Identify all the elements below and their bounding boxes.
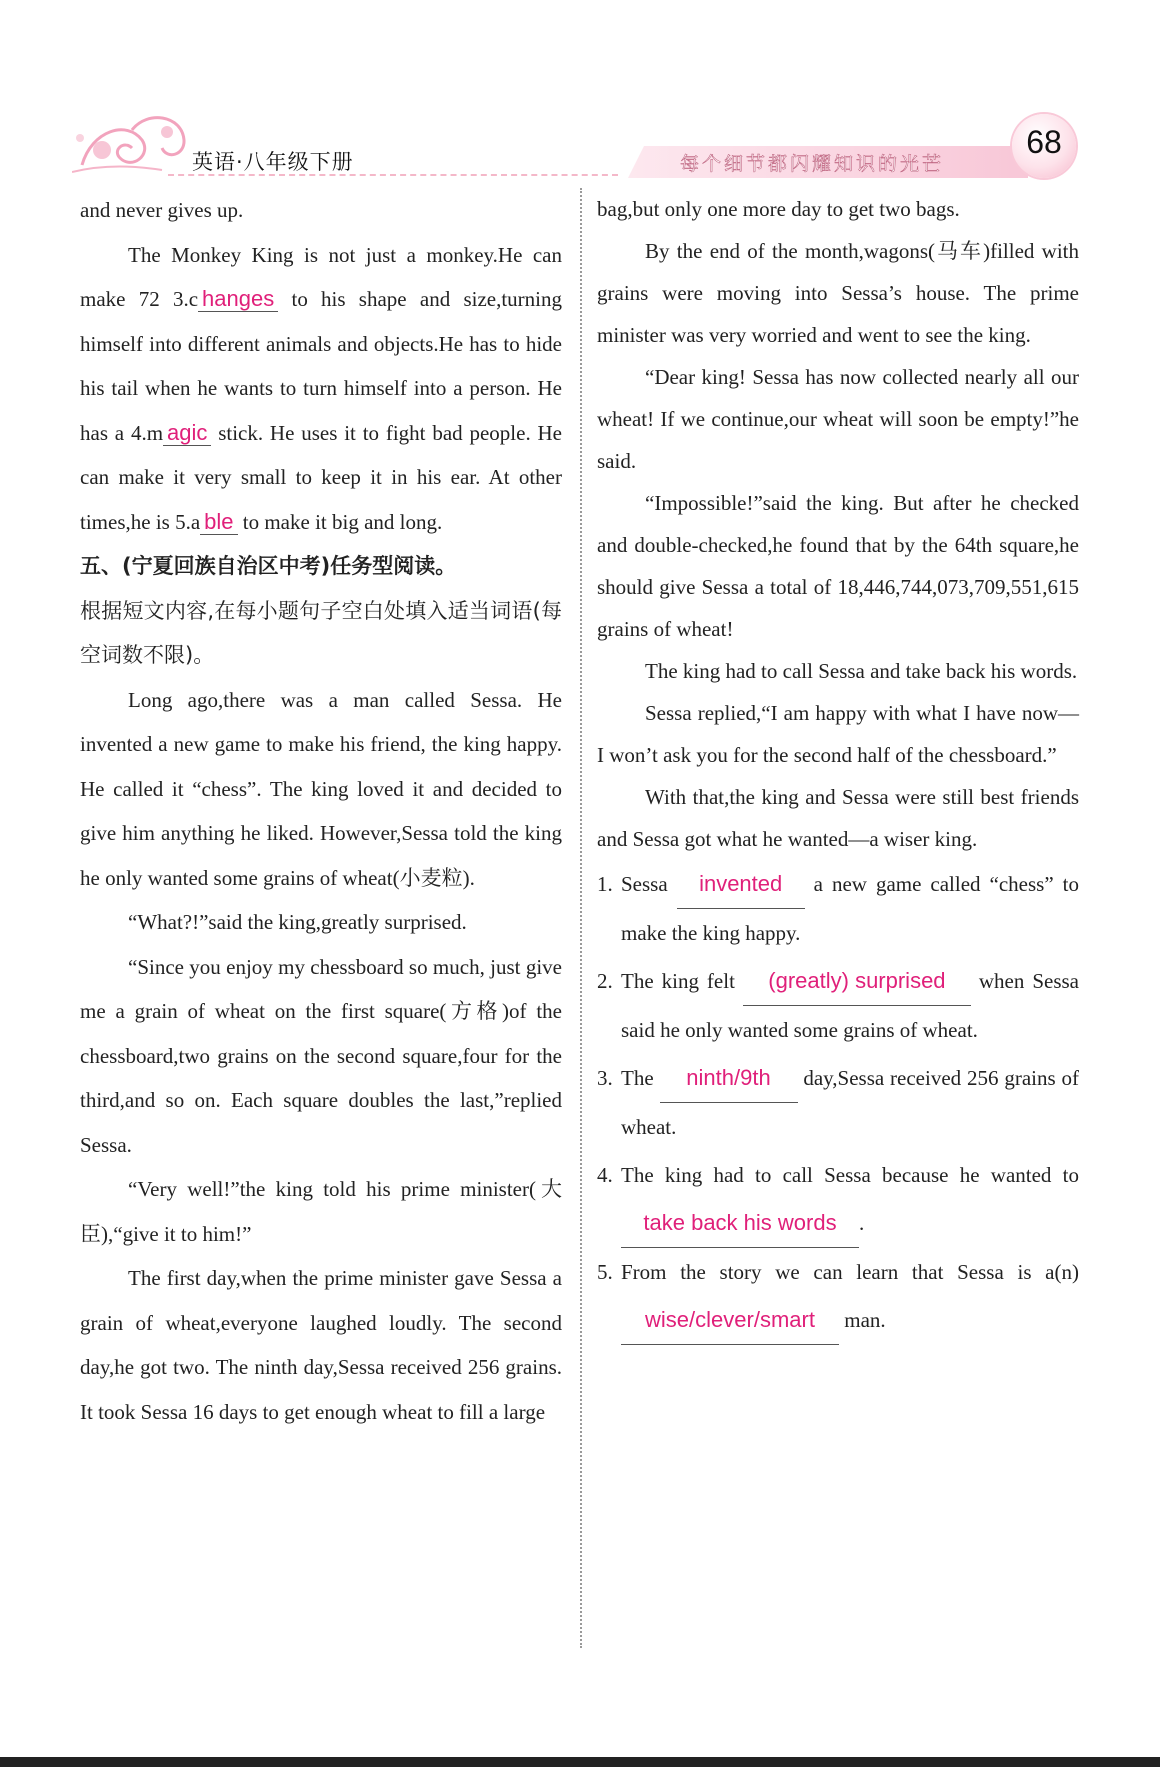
task-instruction: 根据短文内容,在每小题句子空白处填入适当词语(每空词数不限)。 bbox=[80, 598, 562, 667]
question-item: 5. From the story we can learn that Sessa is a(n) wise/clever/smart man. bbox=[597, 1248, 1079, 1345]
column-divider bbox=[580, 188, 582, 1648]
question-number: 3. bbox=[597, 1066, 613, 1090]
answer-blank-3: hanges bbox=[198, 286, 278, 312]
story-paragraph: “What?!”said the king,greatly surprised. bbox=[128, 910, 467, 934]
question-item: 1. Sessa invented a new game called “chess” to make the king happy. bbox=[597, 860, 1079, 957]
answer-blank: ninth/9th bbox=[660, 1054, 798, 1103]
question-number: 1. bbox=[597, 872, 613, 896]
question-number: 2. bbox=[597, 969, 613, 993]
header-divider bbox=[168, 174, 618, 176]
story-paragraph: Long ago,there was a man called Sessa. He invented a new game to make his friend, the king happy. He called it “chess”. The king loved it and decided to give him anything he liked. However,Sessa told the king he only wanted some grains of wheat(小麦粒). bbox=[80, 687, 562, 890]
paragraph: and never gives up. bbox=[80, 198, 244, 222]
story-paragraph: Sessa replied,“I am happy with what I have now—I won’t ask you for the second half of the chessboard.” bbox=[597, 701, 1079, 767]
monkey-king-paragraph: The Monkey King is not just a monkey.He can make 72 3.c hanges to his shape and size,turning himself into different animals and objects.He has to hide his tail when he wants to turn himself into a person. He has a 4.m agic stick. He uses it to fight bad people. He can make it very small to keep it in his ear. At other times,he is 5.a ble to make it big and long. bbox=[80, 242, 562, 534]
answer-blank: (greatly) surprised bbox=[743, 957, 971, 1006]
section-title: 五、(宁夏回族自治区中考)任务型阅读。 bbox=[80, 554, 457, 578]
question-item: 2. The king felt (greatly) surprised when Sessa said he only wanted some grains of wheat. bbox=[597, 957, 1079, 1054]
story-paragraph: bag,but only one more day to get two bags. bbox=[597, 197, 960, 221]
page-number: 68 bbox=[1026, 124, 1062, 160]
question-item: 4. The king had to call Sessa because he wanted to take back his words . bbox=[597, 1151, 1079, 1248]
question-number: 5. bbox=[597, 1260, 613, 1284]
story-paragraph: The king had to call Sessa and take back his words. bbox=[645, 659, 1078, 683]
answer-blank: take back his words bbox=[621, 1199, 859, 1248]
answer-blank: wise/clever/smart bbox=[621, 1296, 839, 1345]
page-header bbox=[0, 0, 1160, 190]
story-paragraph: “Impossible!”said the king. But after he checked and double-checked,he found that by the 64th square,he should give Sessa a total of 18,446,744,073,709,551,615 grains of wheat! bbox=[597, 491, 1079, 641]
story-paragraph: By the end of the month,wagons(马车)filled with grains were moving into Sessa’s house. The prime minister was very worried and went to see the king. bbox=[597, 239, 1079, 347]
story-paragraph: “Dear king! Sessa has now collected nearly all our wheat! If we continue,our wheat will soon be empty!”he said. bbox=[597, 365, 1079, 473]
left-column bbox=[80, 188, 562, 1434]
story-paragraph: With that,the king and Sessa were still best friends and Sessa got what he wanted—a wiser king. bbox=[597, 785, 1079, 851]
story-paragraph: “Since you enjoy my chessboard so much, just give me a grain of wheat on the first square(方格)of the chessboard,two grains on the second square,four for the third,and so on. Each square doubles the last,”replied Sessa. bbox=[80, 954, 562, 1157]
book-subject-title: 英语·八年级下册 bbox=[192, 150, 354, 174]
answer-blank-4: agic bbox=[163, 420, 211, 446]
answer-blank: invented bbox=[677, 860, 805, 909]
story-paragraph: The first day,when the prime minister gave Sessa a grain of wheat,everyone laughed loudly. The second day,he got two. The ninth day,Sessa received 256 grains. It took Sessa 16 days to get enough wheat to fill a large bbox=[80, 1266, 562, 1424]
answer-blank-5: ble bbox=[200, 509, 237, 535]
floral-ornament-icon bbox=[72, 110, 192, 180]
story-paragraph: “Very well!”the king told his prime minister(大臣),“give it to him!” bbox=[80, 1177, 562, 1246]
right-column bbox=[597, 188, 1079, 1345]
question-item: 3. The ninth/9th day,Sessa received 256 grains of wheat. bbox=[597, 1054, 1079, 1151]
page-bottom-edge bbox=[0, 1757, 1160, 1767]
question-number: 4. bbox=[597, 1163, 613, 1187]
question-list bbox=[597, 860, 1079, 1345]
slogan-text: 每个细节都闪耀知识的光芒 bbox=[680, 153, 945, 175]
